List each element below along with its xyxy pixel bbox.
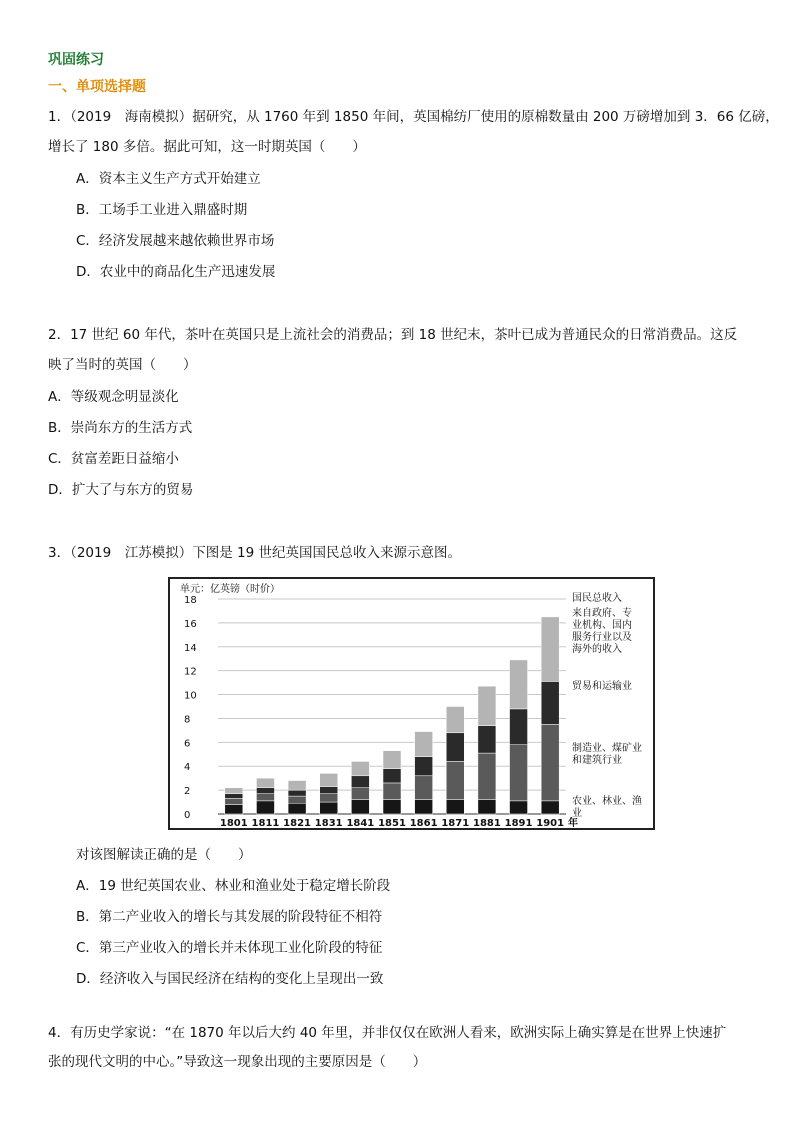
income-chart bbox=[168, 577, 655, 830]
bar-segment bbox=[415, 732, 433, 757]
bar-segment bbox=[383, 769, 401, 783]
question-2-line-1: 2．17 世纪 60 年代，茶叶在英国只是上流社会的消费品；到 18 世纪末，茶叶已成为普通民众的日常消费品。这反 bbox=[48, 327, 738, 343]
income-chart-svg bbox=[170, 579, 653, 828]
bar-segment bbox=[351, 800, 369, 814]
x-tick-label: 1851 bbox=[378, 818, 406, 828]
bar-segment bbox=[383, 751, 401, 769]
x-tick-label: 1901 bbox=[536, 818, 565, 828]
bar-segment bbox=[541, 617, 559, 682]
bar-segment bbox=[446, 707, 464, 733]
bar-segment bbox=[478, 686, 496, 725]
bar-segment bbox=[288, 796, 306, 803]
y-tick-label: 18 bbox=[184, 595, 197, 606]
bar-segment bbox=[415, 776, 433, 800]
q2-option-d[interactable]: D．扩大了与东方的贸易 bbox=[48, 482, 194, 498]
bar-segment bbox=[510, 801, 528, 814]
legend-series-label: 和建筑行业 bbox=[572, 755, 622, 766]
x-tick-label: 1821 bbox=[283, 818, 312, 828]
bar-segment bbox=[225, 788, 243, 794]
q3-option-d[interactable]: D．经济收入与国民经济在结构的变化上呈现出一致 bbox=[76, 971, 384, 987]
bar-segment bbox=[510, 745, 528, 801]
bar-segment bbox=[256, 794, 274, 801]
y-tick-label: 12 bbox=[184, 666, 197, 678]
bar-segment bbox=[225, 794, 243, 799]
y-tick-label: 2 bbox=[184, 786, 191, 798]
q3-option-b[interactable]: B．第二产业收入的增长与其发展的阶段特征不相符 bbox=[76, 909, 383, 925]
legend-series-label: 贸易和运输业 bbox=[572, 681, 632, 692]
x-tick-label: 1871 bbox=[441, 818, 470, 828]
q1-option-c[interactable]: C．经济发展越来越依赖世界市场 bbox=[76, 233, 275, 249]
x-tick-label: 1831 bbox=[314, 818, 343, 828]
q2-option-a[interactable]: A．等级观念明显淡化 bbox=[48, 389, 179, 405]
bar-segment bbox=[478, 800, 496, 814]
bar-segment bbox=[288, 781, 306, 791]
question-2-line-2: 映了当时的英国（ ） bbox=[48, 357, 197, 373]
bar-segment bbox=[478, 753, 496, 800]
bar-segment bbox=[351, 788, 369, 800]
bar-segment bbox=[478, 726, 496, 753]
x-tick-label: 1861 bbox=[409, 818, 438, 828]
y-tick-label: 0 bbox=[184, 810, 191, 821]
y-tick-label: 14 bbox=[184, 642, 197, 654]
legend-series-label: 农业、林业、渔 bbox=[572, 796, 642, 807]
x-tick-label: 1881 bbox=[472, 818, 501, 828]
x-tick-label: 1891 bbox=[504, 818, 533, 828]
q1-option-d[interactable]: D．农业中的商品化生产迅速发展 bbox=[76, 264, 276, 280]
section-subtitle: 一、单项选择题 bbox=[48, 79, 146, 95]
question-4-line-1: 4．有历史学家说：“在 1870 年以后大约 40 年里，并非仅仅在欧洲人看来，欧洲实际上确实算是在世界上快速扩 bbox=[48, 1025, 727, 1041]
y-tick-label: 16 bbox=[184, 618, 197, 630]
y-tick-label: 6 bbox=[184, 738, 191, 750]
x-tick-label: 1801 bbox=[219, 818, 248, 828]
bar-segment bbox=[510, 709, 528, 745]
bar-segment bbox=[320, 794, 338, 802]
question-3-line-1: 3．（2019 江苏模拟）下图是 19 世纪英国国民总收入来源示意图。 bbox=[48, 545, 461, 561]
question-4-line-2: 张的现代文明的中心。”导致这一现象出现的主要原因是（ ） bbox=[48, 1054, 427, 1070]
question-1-line-1: 1．（2019 海南模拟）据研究，从 1760 年到 1850 年间，英国棉纺厂使用的原棉数量由 200 万磅增加到 3．66 亿磅， bbox=[48, 109, 779, 125]
section-title: 巩固练习 bbox=[48, 52, 104, 68]
question-3-stem: 对该图解读正确的是（ ） bbox=[76, 847, 252, 863]
bar-segment bbox=[225, 804, 243, 814]
bar-segment bbox=[256, 801, 274, 814]
q2-option-c[interactable]: C．贫富差距日益缩小 bbox=[48, 451, 179, 467]
bar-segment bbox=[541, 724, 559, 800]
bar-segment bbox=[351, 761, 369, 775]
bar-segment bbox=[415, 800, 433, 814]
bar-segment bbox=[320, 773, 338, 786]
bar-segment bbox=[383, 800, 401, 814]
q3-option-a[interactable]: A．19 世纪英国农业、林业和渔业处于稳定增长阶段 bbox=[76, 878, 391, 894]
x-axis-suffix: 年 bbox=[568, 818, 578, 828]
bar-segment bbox=[320, 787, 338, 794]
bar-segment bbox=[383, 783, 401, 800]
bar-segment bbox=[446, 800, 464, 814]
bar-segment bbox=[446, 733, 464, 762]
legend-series-label: 海外的收入 bbox=[572, 644, 622, 655]
x-tick-label: 1811 bbox=[251, 818, 280, 828]
chart-unit-label: 单元：亿英镑（时价） bbox=[180, 584, 280, 595]
q2-option-b[interactable]: B．崇尚东方的生活方式 bbox=[48, 420, 193, 436]
question-1-line-2: 增长了 180 多倍。据此可知，这一时期英国（ ） bbox=[48, 139, 366, 155]
bar-segment bbox=[288, 790, 306, 796]
y-tick-label: 4 bbox=[184, 762, 191, 774]
legend-series-label: 业机构、国内 bbox=[572, 620, 632, 631]
bar-segment bbox=[510, 660, 528, 709]
bar-segment bbox=[541, 681, 559, 724]
bar-segment bbox=[256, 778, 274, 788]
bar-segment bbox=[320, 802, 338, 814]
bar-segment bbox=[351, 776, 369, 788]
q1-option-a[interactable]: A．资本主义生产方式开始建立 bbox=[76, 171, 261, 187]
y-tick-label: 8 bbox=[184, 714, 191, 726]
legend-series-label: 来自政府、专 bbox=[572, 608, 632, 619]
legend-total: 国民总收入 bbox=[572, 593, 622, 604]
bar-segment bbox=[415, 757, 433, 776]
x-tick-label: 1841 bbox=[346, 818, 375, 828]
legend-series-label: 制造业、煤矿业 bbox=[572, 743, 642, 754]
bar-segment bbox=[225, 798, 243, 804]
legend-series-label: 业 bbox=[572, 808, 582, 819]
q3-option-c[interactable]: C．第三产业收入的增长并未体现工业化阶段的特征 bbox=[76, 940, 383, 956]
bar-segment bbox=[288, 803, 306, 814]
bar-segment bbox=[256, 788, 274, 794]
q1-option-b[interactable]: B．工场手工业进入鼎盛时期 bbox=[76, 202, 248, 218]
bar-segment bbox=[541, 801, 559, 814]
legend-series-label: 服务行业以及 bbox=[572, 632, 632, 643]
y-tick-label: 10 bbox=[184, 690, 197, 702]
bar-segment bbox=[446, 761, 464, 799]
